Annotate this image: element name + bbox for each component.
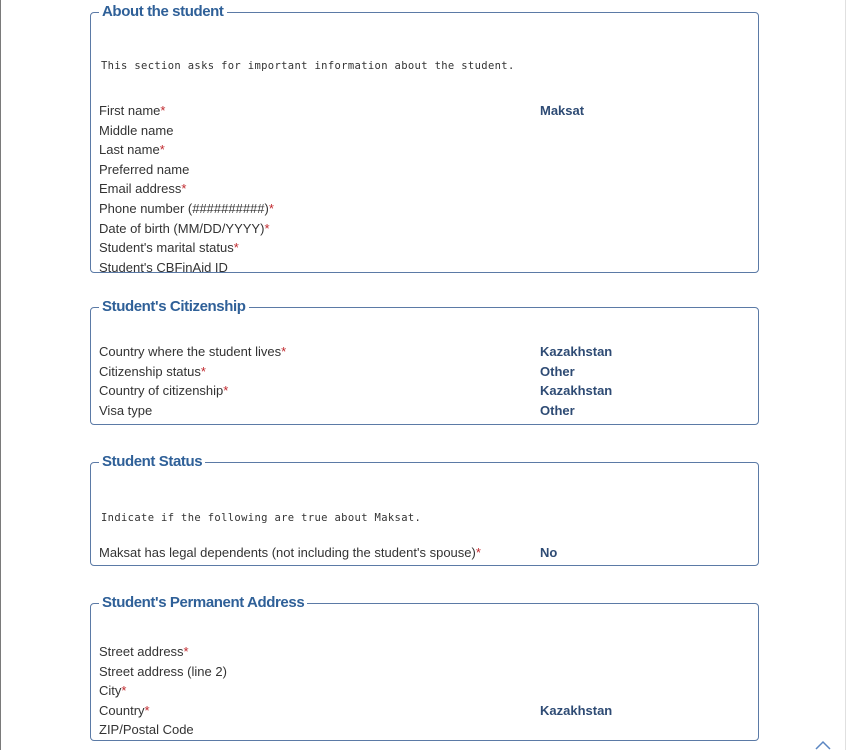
field-list [99, 543, 758, 563]
field-row-cbfinaid-id [99, 258, 758, 278]
field-row-street-address [99, 642, 758, 662]
field-value: Kazakhstan [540, 344, 613, 359]
field-row-first-name [99, 101, 758, 121]
field-value: Kazakhstan [540, 383, 613, 399]
required-marker: * [144, 702, 150, 718]
page-left-border [0, 0, 1, 750]
required-marker: * [200, 363, 206, 379]
field-label: Date of birth (MM/DD/YYYY)* [99, 220, 270, 236]
required-marker: * [121, 683, 127, 699]
field-row-date-of-birth [99, 219, 758, 239]
field-label: Country where the student lives* [99, 344, 287, 359]
field-row-city [99, 681, 758, 701]
field-row-street-address-2 [99, 662, 758, 682]
field-label: Street address (line 2) [99, 663, 227, 679]
section-title: Student Status [102, 453, 203, 470]
required-marker: * [264, 220, 270, 236]
field-list [99, 642, 758, 740]
field-list [99, 342, 758, 420]
field-label: Visa type [99, 402, 153, 418]
field-row-phone [99, 199, 758, 219]
field-row-visa-type [99, 401, 758, 421]
required-marker: * [183, 644, 189, 659]
field-label: Street address* [99, 644, 189, 659]
field-label: Student's CBFinAid ID [99, 259, 228, 275]
section-permanent-address [90, 594, 759, 741]
field-row-preferred-name [99, 160, 758, 180]
section-title: About the student [102, 3, 224, 20]
field-label: Preferred name [99, 161, 190, 177]
required-marker: * [159, 142, 165, 158]
field-label: First name* [99, 103, 166, 118]
field-label: Last name* [99, 142, 165, 158]
field-label: ZIP/Postal Code [99, 722, 194, 738]
required-marker: * [181, 181, 187, 197]
field-label: Student's marital status* [99, 240, 239, 256]
field-row-zip [99, 720, 758, 740]
section-description: Indicate if the following are true about Maksat. [101, 512, 422, 524]
field-value: Maksat [540, 103, 585, 118]
field-value: Other [540, 363, 575, 379]
field-row-legal-dependents [99, 543, 758, 563]
field-row-middle-name [99, 121, 758, 141]
field-list [99, 101, 758, 277]
field-row-citizenship-status [99, 362, 758, 382]
field-value: No [540, 545, 558, 560]
field-row-country [99, 701, 758, 721]
section-citizenship [90, 298, 759, 425]
field-row-email [99, 179, 758, 199]
required-marker: * [475, 545, 481, 560]
field-label: Country* [99, 702, 150, 718]
field-label: Email address* [99, 181, 187, 197]
field-label: Maksat has legal dependents (not including the student's spouse)* [99, 545, 481, 560]
section-title: Student's Citizenship [102, 298, 246, 315]
required-marker: * [268, 200, 274, 216]
field-label: Phone number (##########)* [99, 200, 274, 216]
section-title: Student's Permanent Address [102, 594, 305, 611]
field-label: City* [99, 683, 127, 699]
section-description: This section asks for important information about the student. [101, 60, 515, 72]
field-label: Middle name [99, 122, 174, 138]
section-about-student [90, 3, 759, 273]
required-marker: * [233, 240, 239, 256]
field-row-country-lives [99, 342, 758, 362]
field-label: Country of citizenship* [99, 383, 229, 399]
field-row-last-name [99, 140, 758, 160]
field-value: Other [540, 402, 575, 418]
field-row-country-citizenship [99, 381, 758, 401]
section-student-status [90, 453, 759, 566]
required-marker: * [223, 383, 229, 399]
field-value: Kazakhstan [540, 702, 613, 718]
chevron-up-icon[interactable] [814, 740, 832, 750]
required-marker: * [281, 344, 287, 359]
required-marker: * [160, 103, 166, 118]
field-row-marital-status [99, 238, 758, 258]
field-label: Citizenship status* [99, 363, 206, 379]
